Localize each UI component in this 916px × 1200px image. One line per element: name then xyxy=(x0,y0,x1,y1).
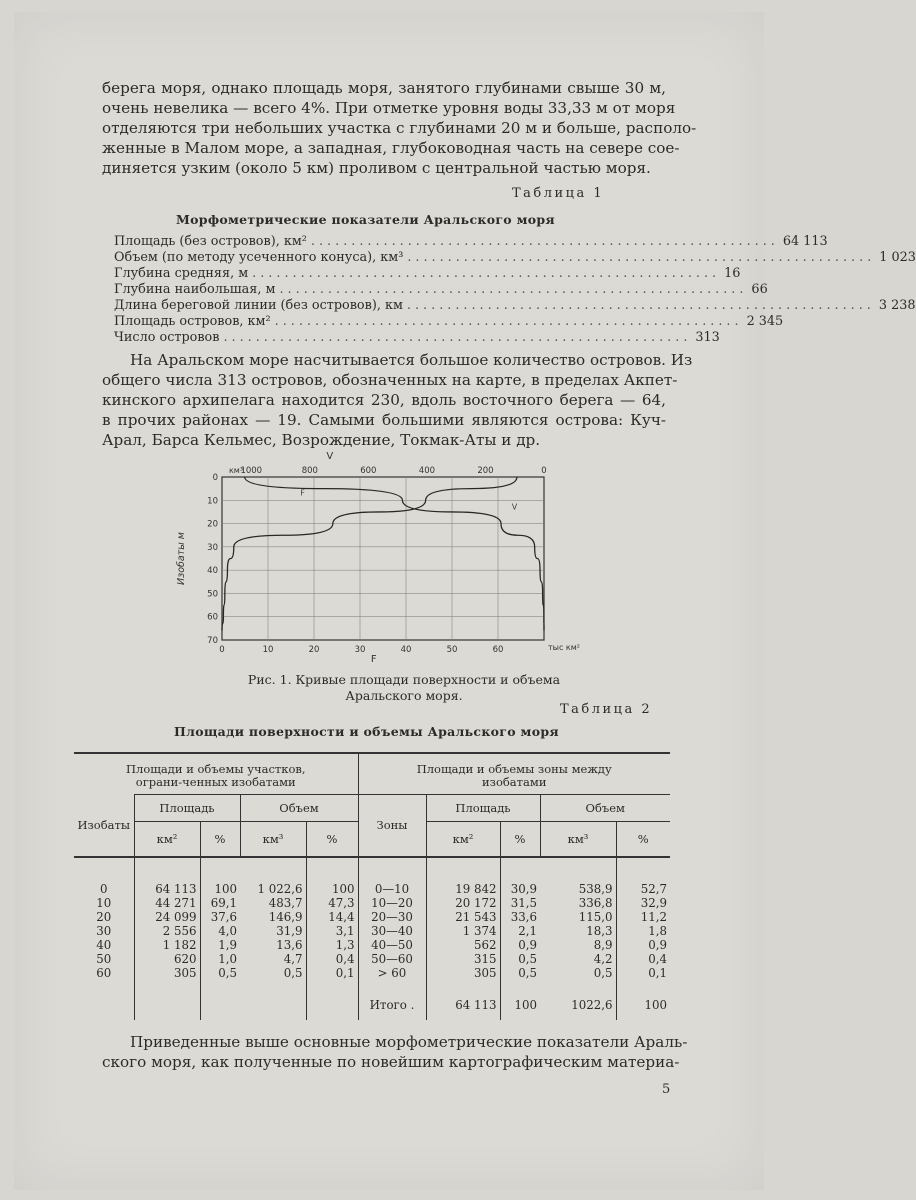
area-pct-cell: 69,1 xyxy=(210,896,237,910)
page-number: 5 xyxy=(662,1082,671,1097)
table-row xyxy=(74,882,670,896)
table1-caption: Морфометрические показатели Аральского моря xyxy=(176,212,555,227)
right-group-header: Площади и объемы зоны между изобатами xyxy=(416,762,612,789)
text-line: очень невелика — всего 4%. При отметке уровня воды 33,33 м от моря xyxy=(102,99,676,117)
row-value: 3 238 xyxy=(878,298,916,313)
bottom-tick-label: 50 xyxy=(446,645,458,655)
total-value: 1022,6 xyxy=(540,980,616,1020)
isobath-cell: 0 xyxy=(74,882,134,896)
row-label: Глубина наибольшая, м xyxy=(114,282,276,297)
zone-header: Зоны xyxy=(358,795,426,858)
bottom-tick-label: 10 xyxy=(262,645,274,655)
area-pct-cell: 0,5 xyxy=(218,966,237,980)
zone-volume-km3-cell: 336,8 xyxy=(540,896,616,910)
top-tick-label: 0 xyxy=(541,466,547,476)
zone-volume-pct-cell: 0,4 xyxy=(648,952,667,966)
volume-km3-cell: 483,7 xyxy=(240,896,306,910)
zone-area-pct-cell: 0,5 xyxy=(518,952,537,966)
zone-area-pct-cell: 33,6 xyxy=(510,910,537,924)
row-label: Объем (по методу усеченного конуса), км³ xyxy=(114,250,404,265)
bottom-tick-label: 0 xyxy=(219,645,225,655)
zone-volume-km3-cell: 18,3 xyxy=(540,924,616,938)
top-tick-label: 200 xyxy=(477,466,494,476)
area-pct-cell: 37,6 xyxy=(210,910,237,924)
paragraph-1 xyxy=(102,78,697,178)
area-pct-cell: 100 xyxy=(214,882,237,896)
row-value: 313 xyxy=(695,330,720,345)
isobath-cell: 60 xyxy=(74,966,134,980)
volume-pct-cell: 1,3 xyxy=(306,938,358,952)
volume-pct-cell: 100 xyxy=(306,882,358,896)
zone-area-km2-cell: 19 842 xyxy=(426,882,500,896)
text-line: в прочих районах — 19. Самыми большими являются острова: Куч- xyxy=(102,411,666,429)
area-km2-cell: 2 556 xyxy=(134,924,200,938)
top-tick-label: 600 xyxy=(360,466,377,476)
table-row xyxy=(74,924,670,938)
isobath-cell: 10 xyxy=(74,896,134,910)
left-group-header: Площади и объемы участков, ограни-ченных изобатами xyxy=(74,753,358,795)
zone-cell: > 60 xyxy=(358,966,426,980)
row-label: Площадь островов, км² xyxy=(114,314,271,329)
table-row xyxy=(74,938,670,952)
isobath-cell: 50 xyxy=(74,952,134,966)
leader-dots: .......................................................... xyxy=(310,234,779,249)
zone-cell: 20—30 xyxy=(358,910,426,924)
row-label: Число островов xyxy=(114,330,220,345)
top-tick-label: 1000 xyxy=(240,466,263,476)
curve-label-f: F xyxy=(300,488,305,498)
zone-area-pct-cell: 0,9 xyxy=(518,938,537,952)
zone-area-km2-cell: 305 xyxy=(426,966,500,980)
zone-area-km2-cell: 562 xyxy=(426,938,500,952)
area-km2-cell: 1 182 xyxy=(134,938,200,952)
caption-line: Аральского моря. xyxy=(345,688,463,703)
volume-pct-cell: 47,3 xyxy=(306,896,358,910)
table-row xyxy=(74,966,670,980)
text-line: ского моря, как полученные по новейшим картографическим материа- xyxy=(102,1053,680,1071)
zone-volume-km3-cell: 538,9 xyxy=(540,882,616,896)
zone-volume-pct-cell: 1,8 xyxy=(648,924,667,938)
isobath-cell: 30 xyxy=(74,924,134,938)
bottom-tick-label: 20 xyxy=(308,645,320,655)
row-value: 66 xyxy=(751,282,768,297)
area-header: Площадь xyxy=(134,795,240,822)
paragraph-3 xyxy=(102,1032,688,1072)
leader-dots: .......................................................... xyxy=(274,314,743,329)
row-label: Площадь (без островов), км² xyxy=(114,234,307,249)
volume-km3-cell: 1 022,6 xyxy=(240,882,306,896)
top-axis-unit: км³ xyxy=(228,466,244,475)
caption-line: Рис. 1. Кривые площади поверхности и объема xyxy=(247,672,561,687)
text-line: диняется узким (около 5 км) проливом с центральной частью моря. xyxy=(102,159,651,177)
area-km2-cell: 44 271 xyxy=(134,896,200,910)
y-tick-label: 20 xyxy=(207,519,218,530)
zone-cell: 10—20 xyxy=(358,896,426,910)
zone-area-pct-cell: 2,1 xyxy=(518,924,537,938)
zone-area-km2-cell: 20 172 xyxy=(426,896,500,910)
zone-area-km2-cell: 1 374 xyxy=(426,924,500,938)
bottom-tick-label: 60 xyxy=(492,645,504,655)
zone-volume-km3-cell: 4,2 xyxy=(540,952,616,966)
volume-km3-cell: 146,9 xyxy=(240,910,306,924)
area-km2-cell: 24 099 xyxy=(134,910,200,924)
text-line: Приведенные выше основные морфометрические показатели Араль- xyxy=(130,1033,688,1051)
morphometric-row xyxy=(114,266,741,282)
text-line: женные в Малом море, а западная, глубоководная часть на севере сое- xyxy=(102,139,680,157)
table2-caption: Площади поверхности и объемы Аральского моря xyxy=(174,724,559,739)
volume-km3-cell: 0,5 xyxy=(240,966,306,980)
plot-frame xyxy=(222,477,544,640)
area-km2-cell: 620 xyxy=(134,952,200,966)
y-axis-label: Изобаты м xyxy=(176,532,187,585)
zone-area-pct-cell: 0,5 xyxy=(518,966,537,980)
table-row xyxy=(74,952,670,966)
y-tick-label: 30 xyxy=(207,542,218,553)
text-line: берега моря, однако площадь моря, занятого глубинами свыше 30 м, xyxy=(102,79,666,97)
zone-volume-pct-cell: 52,7 xyxy=(640,882,667,896)
zone-area-pct-cell: 30,9 xyxy=(510,882,537,896)
bottom-axis-unit: тыс км² xyxy=(548,643,580,652)
top-tick-label: 800 xyxy=(301,466,318,476)
zone-volume-pct-cell: 32,9 xyxy=(640,896,667,910)
zone-area-km2-cell: 315 xyxy=(426,952,500,966)
isobath-cell: 40 xyxy=(74,938,134,952)
morphometric-row xyxy=(114,314,784,330)
curve-label-v: V xyxy=(511,502,518,512)
total-value: 100 xyxy=(644,998,667,1012)
zone-volume-pct-cell: 0,9 xyxy=(648,938,667,952)
volume-pct-cell: 14,4 xyxy=(306,910,358,924)
total-value: 64 113 xyxy=(426,980,500,1020)
zone-volume-km3-cell: 0,5 xyxy=(540,966,616,980)
text-line: кинского архипелага находится 230, вдоль восточного берега — 64, xyxy=(102,391,666,409)
text-line: На Аральском море насчитывается большое количество островов. Из xyxy=(130,351,693,369)
unit-km2: км² xyxy=(426,822,500,858)
zone-volume-km3-cell: 115,0 xyxy=(540,910,616,924)
bottom-axis-title: F xyxy=(370,654,377,665)
area-header: Площадь xyxy=(426,795,540,822)
figure-caption xyxy=(204,672,604,704)
hypsographic-figure xyxy=(164,442,584,665)
bottom-tick-label: 30 xyxy=(354,645,366,655)
bottom-tick-label: 40 xyxy=(400,645,412,655)
y-tick-label: 40 xyxy=(207,566,218,577)
area-pct-cell: 4,0 xyxy=(218,924,237,938)
volume-km3-cell: 31,9 xyxy=(240,924,306,938)
top-tick-label: 400 xyxy=(418,466,436,476)
text-line: Арал, Барса Кельмес, Возрождение, Токмак-Аты и др. xyxy=(102,431,541,449)
table1-label: Таблица 1 xyxy=(512,186,605,201)
row-value: 64 113 xyxy=(782,234,828,249)
volume-km3-cell: 4,7 xyxy=(240,952,306,966)
zone-cell: 40—50 xyxy=(358,938,426,952)
area-km2-cell: 305 xyxy=(134,966,200,980)
leader-dots: .......................................................... xyxy=(407,250,876,265)
table-row xyxy=(74,910,670,924)
area-pct-cell: 1,9 xyxy=(218,938,237,952)
volume-km3-cell: 13,6 xyxy=(240,938,306,952)
book-page xyxy=(14,12,916,1190)
area-km2-cell: 64 113 xyxy=(134,882,200,896)
volume-pct-cell: 0,1 xyxy=(306,966,358,980)
area-volume-table xyxy=(74,752,670,1020)
zone-volume-pct-cell: 11,2 xyxy=(640,910,667,924)
volume-pct-cell: 0,4 xyxy=(306,952,358,966)
row-value: 2 345 xyxy=(746,314,784,329)
paragraph-2 xyxy=(102,350,693,450)
leader-dots: .......................................................... xyxy=(279,282,748,297)
morphometric-row xyxy=(114,298,916,314)
leader-dots: .......................................................... xyxy=(252,266,721,281)
morphometric-row xyxy=(114,250,916,266)
y-tick-label: 60 xyxy=(207,612,218,623)
y-tick-label: 0 xyxy=(212,473,218,483)
spacer-row xyxy=(74,857,670,882)
morphometric-row xyxy=(114,234,828,250)
total-value: 100 xyxy=(514,998,537,1012)
row-value: 1 023 xyxy=(879,250,916,265)
leader-dots: .......................................................... xyxy=(223,330,692,345)
isobath-cell: 20 xyxy=(74,910,134,924)
top-axis-title: V xyxy=(326,451,334,462)
unit-km3: км³ xyxy=(240,822,306,858)
y-tick-label: 50 xyxy=(207,589,218,600)
y-tick-label: 10 xyxy=(207,496,218,507)
morphometric-row xyxy=(114,330,720,346)
isobath-header: Изобаты xyxy=(74,795,134,858)
unit-percent: % xyxy=(616,822,670,858)
unit-percent: % xyxy=(306,822,358,858)
morphometric-row xyxy=(114,282,768,298)
unit-km3: км³ xyxy=(540,822,616,858)
total-row xyxy=(74,980,670,1020)
row-value: 16 xyxy=(724,266,741,281)
unit-percent: % xyxy=(200,822,240,858)
zone-cell: 30—40 xyxy=(358,924,426,938)
volume-header: Объем xyxy=(240,795,358,822)
area-pct-cell: 1,0 xyxy=(218,952,237,966)
zone-cell: 50—60 xyxy=(358,952,426,966)
zone-cell: 0—10 xyxy=(358,882,426,896)
row-label: Глубина средняя, м xyxy=(114,266,249,281)
total-label: Итого . xyxy=(358,980,426,1020)
zone-volume-pct-cell: 0,1 xyxy=(648,966,667,980)
y-tick-label: 70 xyxy=(207,636,218,646)
row-label: Длина береговой линии (без островов), км xyxy=(114,298,403,313)
table-row xyxy=(74,896,670,910)
unit-percent: % xyxy=(500,822,540,858)
volume-pct-cell: 3,1 xyxy=(306,924,358,938)
text-line: общего числа 313 островов, обозначенных на карте, в пределах Акпет- xyxy=(102,371,678,389)
zone-area-pct-cell: 31,5 xyxy=(510,896,537,910)
text-line: отделяются три небольших участка с глубинами 20 м и больше, располо- xyxy=(102,119,697,137)
leader-dots: .......................................................... xyxy=(406,298,875,313)
zone-volume-km3-cell: 8,9 xyxy=(540,938,616,952)
zone-area-km2-cell: 21 543 xyxy=(426,910,500,924)
unit-km2: км² xyxy=(134,822,200,858)
table2-label: Таблица 2 xyxy=(560,702,653,717)
volume-header: Объем xyxy=(540,795,670,822)
